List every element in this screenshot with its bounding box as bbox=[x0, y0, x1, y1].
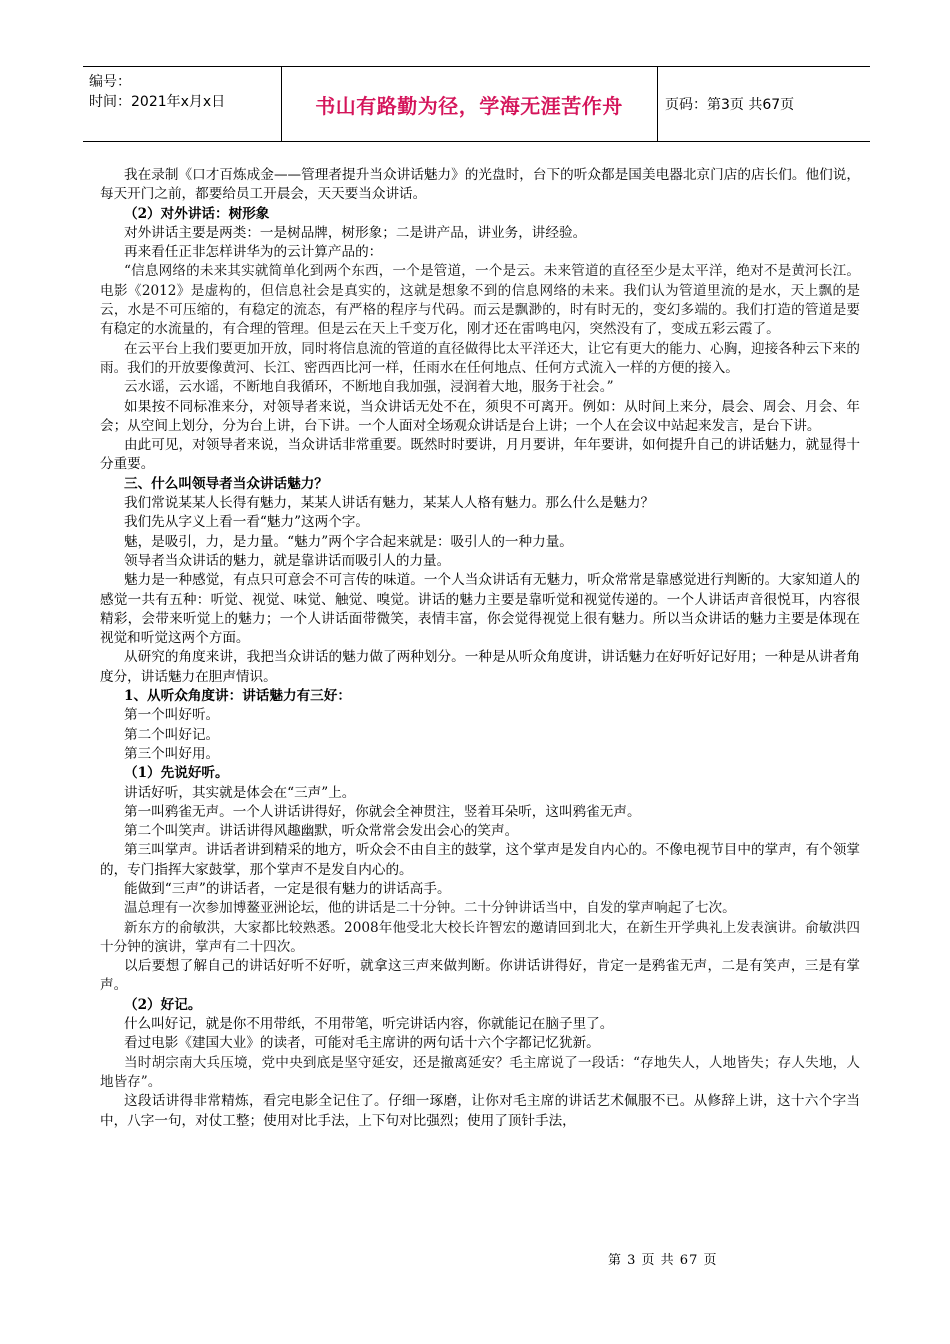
paragraph: 如果按不同标准来分，对领导者来说，当众讲话无处不在，须臾不可离开。例如：从时间上来分，晨会、周会、月会、年会；从空间上划分，分为台上讲，台下讲。一个人面对全场观众讲话是台上讲；一个人在会议中站起来发言，是台下讲。 bbox=[100, 398, 860, 434]
paragraph: 温总理有一次参加博鳌亚洲论坛，他的讲话是二十分钟。二十分钟讲话当中，自发的掌声响起了七次。 bbox=[124, 900, 736, 917]
section-heading: （1）先说好听。 bbox=[124, 765, 229, 782]
document-time-label: 时间：2021年x月x日 bbox=[89, 94, 226, 110]
paragraph: 什么叫好记，就是你不用带纸，不用带笔，听完讲话内容，你就能记在脑子里了。 bbox=[124, 1016, 614, 1033]
paragraph: 第二个叫笑声。讲话讲得风趣幽默，听众常常会发出会心的笑声。 bbox=[124, 823, 519, 840]
paragraph: 对外讲话主要是两类：一是树品牌，树形象；二是讲产品，讲业务，讲经验。 bbox=[124, 224, 587, 241]
paragraph: 以后要想了解自己的讲话好听不好听，就拿这三声来做判断。你讲话讲得好，肯定一是鸦雀无声，二是有笑声，三是有掌声。 bbox=[100, 958, 860, 994]
paragraph: 看过电影《建国大业》的读者，可能对毛主席讲的两句话十六个字都记忆犹新。 bbox=[124, 1035, 600, 1052]
paragraph: 我们先从字义上看一看“魅力”这两个字。 bbox=[124, 514, 369, 531]
paragraph: 由此可见，对领导者来说，当众讲话非常重要。既然时时要讲，月月要讲，年年要讲，如何提升自己的讲话魅力，就显得十分重要。 bbox=[100, 437, 860, 473]
paragraph: 从研究的角度来讲，我把当众讲话的魅力做了两种划分。一种是从听众角度讲，讲话魅力在好听好记好用；一种是从讲者角度分，讲话魅力在胆声情识。 bbox=[100, 649, 860, 685]
document-body bbox=[100, 166, 860, 1131]
header-motto: 书山有路勤为径，学海无涯苦作舟 bbox=[281, 67, 658, 141]
paragraph: 第三个叫好用。 bbox=[124, 745, 220, 762]
paragraph: 第三叫掌声。讲话者讲到精采的地方，听众会不由自主的鼓掌，这个掌声是发自内心的。不像电视节目中的掌声，有个领掌的，专门指挥大家鼓掌，那个掌声不是发自内心的。 bbox=[100, 842, 860, 878]
section-heading: 三、什么叫领导者当众讲话魅力？ bbox=[124, 475, 328, 492]
paragraph: 在云平台上我们要更加开放，同时将信息流的管道的直径做得比太平洋还大，让它有更大的能力、心胸，迎接各种云下来的雨。我们的开放要像黄河、长江、密西西比河一样，任雨水在任何地点、任何方式流入一样的方便的接入。 bbox=[100, 340, 860, 376]
document-number-label: 编号： bbox=[89, 74, 131, 90]
paragraph: 这段话讲得非常精炼，看完电影全记住了。仔细一琢磨，让你对毛主席的讲话艺术佩服不已。从修辞上讲，这十六个字当中，八字一句，对仗工整；使用对比手法，上下句对比强烈；使用了顶针手法， bbox=[100, 1093, 860, 1129]
page-header bbox=[83, 66, 870, 142]
paragraph: “信息网络的未来其实就简单化到两个东西，一个是管道，一个是云。未来管道的直径至少是太平洋，绝对不是黄河长江。电影《2012》是虚构的，但信息社会是真实的，这就是想象不到的信息网络的未来。我们认为管道里流的是水，天上飘的是云，水是不可压缩的，有稳定的流态，有严格的程序与代码。而云是飘渺的，时有时无的，变幻多端的。我们打造的管道是要有稳定的水流量的，有合理的管理。但是云在天上千变万化，刚才还在雷鸣电闪，突然没有了，变成五彩云霞了。 bbox=[100, 263, 860, 338]
section-heading: （2）对外讲话：树形象 bbox=[124, 205, 270, 222]
paragraph: 讲话好听，其实就是体会在“三声”上。 bbox=[124, 784, 356, 801]
paragraph: 当时胡宗南大兵压境，党中央到底是坚守延安，还是撤离延安？毛主席说了一段话：“存地失人，人地皆失；存人失地，人地皆存”。 bbox=[100, 1054, 860, 1090]
section-heading: 1、从听众角度讲：讲话魅力有三好： bbox=[124, 688, 351, 705]
paragraph: 魅力是一种感觉，有点只可意会不可言传的味道。一个人当众讲话有无魅力，听众常常是靠感觉进行判断的。大家知道人的感觉一共有五种：听觉、视觉、味觉、触觉、嗅觉。讲话的魅力主要是靠听觉和视觉传递的。一个人讲话声音很悦耳，内容很精彩，会带来听觉上的魅力；一个人讲话面带微笑，表情丰富，你会觉得视觉上很有魅力。所以当众讲话的魅力主要是体现在视觉和听觉这两个方面。 bbox=[100, 572, 860, 647]
paragraph: 新东方的俞敏洪，大家都比较熟悉。2008年他受北大校长许智宏的邀请回到北大，在新生开学典礼上发表演讲。俞敏洪四十分钟的演讲，掌声有二十四次。 bbox=[100, 919, 860, 955]
header-page-info: 页码：第3页 共67页 bbox=[665, 97, 795, 113]
paragraph: 第一叫鸦雀无声。一个人讲话讲得好，你就会全神贯注，竖着耳朵听，这叫鸦雀无声。 bbox=[124, 803, 641, 820]
paragraph: 云水谣，云水谣，不断地自我循环，不断地自我加强，浸润着大地，服务于社会。” bbox=[124, 379, 614, 396]
paragraph: 我在录制《口才百炼成金——管理者提升当众讲话魅力》的光盘时，台下的听众都是国美电器北京门店的店长们。他们说，每天开门之前，都要给员工开晨会，天天要当众讲话。 bbox=[100, 167, 860, 203]
paragraph: 第一个叫好听。 bbox=[124, 707, 220, 724]
paragraph: 第二个叫好记。 bbox=[124, 726, 220, 743]
paragraph: 领导者当众讲话的魅力，就是靠讲话而吸引人的力量。 bbox=[124, 552, 451, 569]
paragraph: 再来看任正非怎样讲华为的云计算产品的： bbox=[124, 244, 383, 261]
header-left-cell bbox=[83, 67, 282, 141]
paragraph: 能做到“三声”的讲话者，一定是很有魅力的讲话高手。 bbox=[124, 880, 451, 897]
paragraph: 我们常说某某人长得有魅力，某某人讲话有魅力，某某人人格有魅力。那么什么是魅力？ bbox=[124, 495, 655, 512]
section-heading: （2）好记。 bbox=[124, 996, 202, 1013]
page-footer: 第 3 页 共 67 页 bbox=[608, 1253, 718, 1268]
paragraph: 魅，是吸引，力，是力量。“魅力”两个字合起来就是：吸引人的一种力量。 bbox=[124, 533, 573, 550]
